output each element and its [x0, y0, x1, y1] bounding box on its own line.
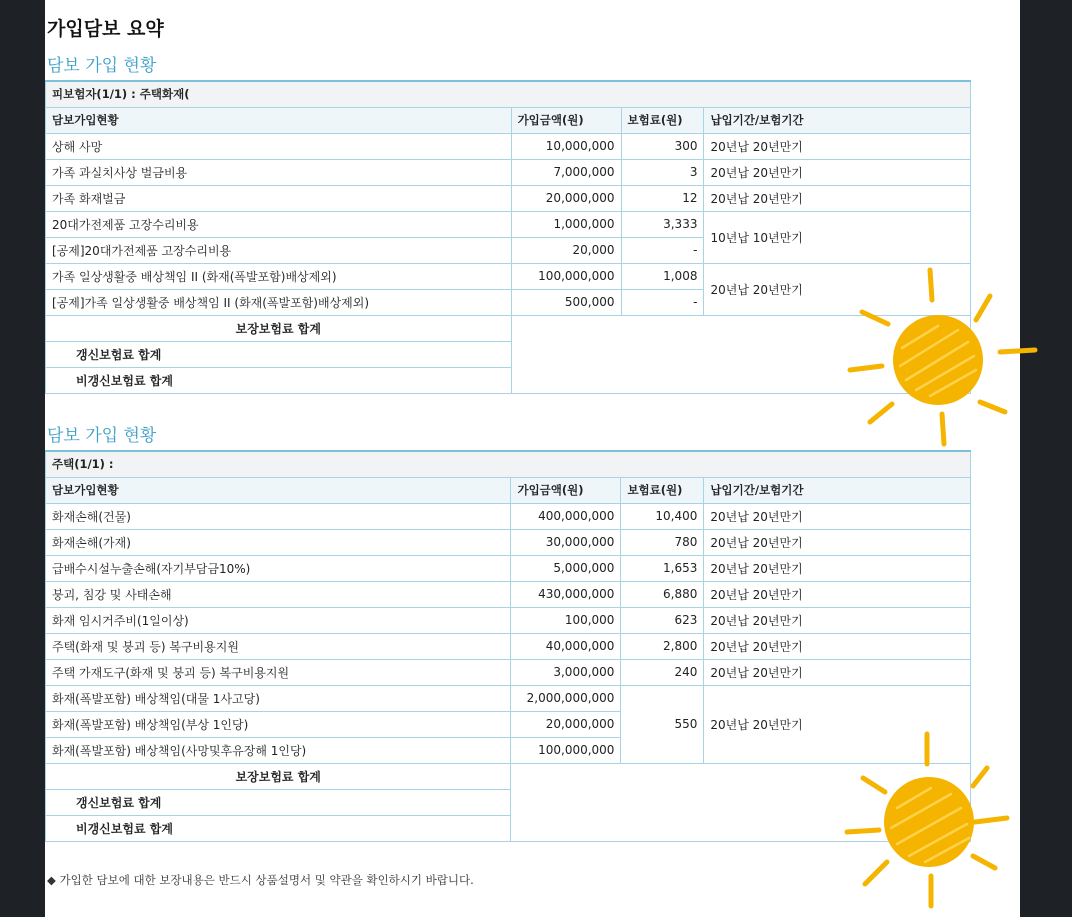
coverage-amount: 2,000,000,000 — [511, 685, 621, 711]
coverage-period: 20년납 20년만기 — [704, 185, 971, 211]
coverage-premium: 780 — [621, 529, 704, 555]
coverage-period: 20년납 20년만기 — [704, 555, 971, 581]
coverage-premium: 3 — [621, 159, 704, 185]
coverage-amount: 430,000,000 — [511, 581, 621, 607]
coverage-premium: 550 — [621, 685, 704, 763]
coverage-name: 주택 가재도구(화재 및 붕괴 등) 복구비용지원 — [46, 659, 511, 685]
coverage-amount: 100,000 — [511, 607, 621, 633]
header-premium: 보험료(원) — [621, 107, 704, 133]
coverage-period: 20년납 20년만기 — [704, 529, 971, 555]
insured-row: 주택(1/1) : — [46, 451, 971, 477]
non-renewal-premium-label: 비갱신보험료 합계 — [46, 815, 511, 841]
coverage-name: 화재손해(가재) — [46, 529, 511, 555]
header-amount: 가입금액(원) — [511, 107, 621, 133]
table-row — [46, 159, 971, 185]
coverage-name: 상해 사망 — [46, 133, 512, 159]
coverage-name: 가족 과실치사상 벌금비용 — [46, 159, 512, 185]
coverage-period: 20년납 20년만기 — [704, 633, 971, 659]
table-row — [46, 263, 971, 289]
header-coverage: 담보가입현황 — [46, 477, 511, 503]
coverage-premium: 1,653 — [621, 555, 704, 581]
coverage-amount: 500,000 — [511, 289, 621, 315]
coverage-premium: 6,880 — [621, 581, 704, 607]
coverage-amount: 1,000,000 — [511, 211, 621, 237]
coverage-amount: 30,000,000 — [511, 529, 621, 555]
coverage-period: 20년납 20년만기 — [704, 159, 971, 185]
coverage-name: [공제]20대가전제품 고장수리비용 — [46, 237, 512, 263]
coverage-table-1 — [45, 80, 971, 394]
table-row — [46, 185, 971, 211]
header-period: 납입기간/보험기간 — [704, 107, 971, 133]
table-row — [46, 659, 971, 685]
coverage-name: 화재(폭발포함) 배상책임(부상 1인당) — [46, 711, 511, 737]
table-row — [46, 633, 971, 659]
coverage-premium: 12 — [621, 185, 704, 211]
table-row — [46, 607, 971, 633]
coverage-premium: 300 — [621, 133, 704, 159]
coverage-name: 주택(화재 및 붕괴 등) 복구비용지원 — [46, 633, 511, 659]
coverage-period: 20년납 20년만기 — [704, 263, 971, 315]
coverage-name: 화재(폭발포함) 배상책임(대물 1사고당) — [46, 685, 511, 711]
coverage-amount: 10,000,000 — [511, 133, 621, 159]
insured-row: 피보험자(1/1) : 주택화재( — [46, 81, 971, 107]
coverage-name: 화재 임시거주비(1일이상) — [46, 607, 511, 633]
coverage-amount: 5,000,000 — [511, 555, 621, 581]
coverage-name: 가족 화재벌금 — [46, 185, 512, 211]
coverage-period: 20년납 20년만기 — [704, 503, 971, 529]
coverage-period: 20년납 20년만기 — [704, 685, 971, 763]
header-premium: 보험료(원) — [621, 477, 704, 503]
coverage-amount: 100,000,000 — [511, 263, 621, 289]
coverage-period: 20년납 20년만기 — [704, 581, 971, 607]
coverage-amount: 20,000,000 — [511, 185, 621, 211]
coverage-premium: 623 — [621, 607, 704, 633]
renewal-premium-label: 갱신보험료 합계 — [46, 341, 512, 367]
coverage-premium: 3,333 — [621, 211, 704, 237]
coverage-name: 가족 일상생활중 배상책임 II (화재(폭발포함)배상제외) — [46, 263, 512, 289]
renewal-premium-label: 갱신보험료 합계 — [46, 789, 511, 815]
table-row — [46, 685, 971, 711]
table-row — [46, 581, 971, 607]
sun-sticker-icon — [840, 262, 1050, 452]
coverage-name: 20대가전제품 고장수리비용 — [46, 211, 512, 237]
table-row — [46, 529, 971, 555]
coverage-name: 화재손해(건물) — [46, 503, 511, 529]
coverage-table-2 — [45, 450, 971, 842]
table-row — [46, 555, 971, 581]
header-coverage: 담보가입현황 — [46, 107, 512, 133]
coverage-period: 20년납 20년만기 — [704, 607, 971, 633]
coverage-period: 20년납 20년만기 — [704, 133, 971, 159]
coverage-premium: 240 — [621, 659, 704, 685]
non-renewal-premium-label: 비갱신보험료 합계 — [46, 367, 512, 393]
total-premium-label: 보장보험료 합계 — [46, 315, 512, 341]
coverage-amount: 20,000 — [511, 237, 621, 263]
coverage-name: 화재(폭발포함) 배상책임(사망및후유장해 1인당) — [46, 737, 511, 763]
page-title: 가입담보 요약 — [47, 18, 164, 40]
coverage-amount: 400,000,000 — [511, 503, 621, 529]
coverage-amount: 40,000,000 — [511, 633, 621, 659]
header-period: 납입기간/보험기간 — [704, 477, 971, 503]
section-2-title: 담보 가입 현황 — [47, 426, 157, 446]
header-amount: 가입금액(원) — [511, 477, 621, 503]
section-1-title: 담보 가입 현황 — [47, 56, 157, 76]
coverage-premium: - — [621, 237, 704, 263]
coverage-period: 20년납 20년만기 — [704, 659, 971, 685]
table-row — [46, 211, 971, 237]
coverage-premium: 2,800 — [621, 633, 704, 659]
footnote: ◆ 가입한 담보에 대한 보장내용은 반드시 상품설명서 및 약관을 확인하시기 바랍니다. — [47, 873, 474, 887]
coverage-amount: 3,000,000 — [511, 659, 621, 685]
coverage-premium: 10,400 — [621, 503, 704, 529]
coverage-amount: 7,000,000 — [511, 159, 621, 185]
table-row — [46, 503, 971, 529]
coverage-amount: 20,000,000 — [511, 711, 621, 737]
sun-sticker-icon — [835, 728, 1015, 913]
coverage-premium: - — [621, 289, 704, 315]
coverage-name: [공제]가족 일상생활중 배상책임 II (화재(폭발포함)배상제외) — [46, 289, 512, 315]
table-row — [46, 133, 971, 159]
coverage-period: 10년납 10년만기 — [704, 211, 971, 263]
coverage-name: 급배수시설누출손해(자기부담금10%) — [46, 555, 511, 581]
coverage-premium: 1,008 — [621, 263, 704, 289]
total-premium-label: 보장보험료 합계 — [46, 763, 511, 789]
coverage-amount: 100,000,000 — [511, 737, 621, 763]
coverage-name: 붕괴, 침강 및 사태손해 — [46, 581, 511, 607]
